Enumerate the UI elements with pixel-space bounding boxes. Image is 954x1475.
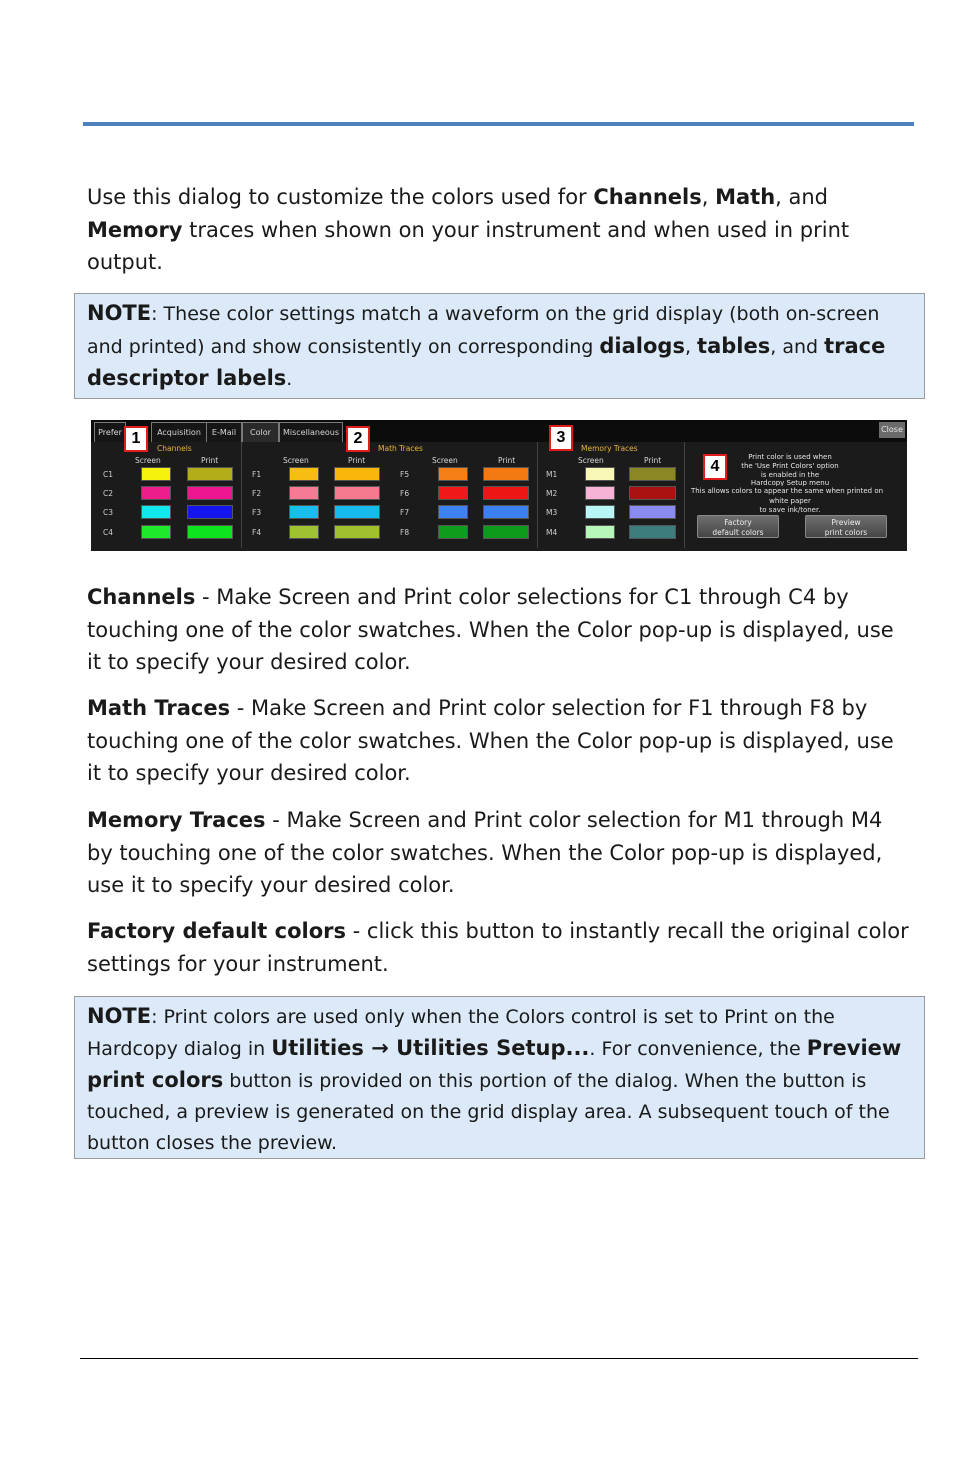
row-label-f5: F5: [400, 470, 410, 479]
callout-badge-1: 1: [124, 426, 148, 452]
f6-screen-swatch[interactable]: [438, 486, 468, 500]
row-label-c3: C3: [103, 508, 114, 517]
c2-print-swatch[interactable]: [187, 486, 233, 500]
row-label-m3: M3: [546, 508, 558, 517]
row-label-f2: F2: [252, 489, 262, 498]
header-rule: [83, 122, 914, 126]
c1-print-swatch[interactable]: [187, 467, 233, 481]
tab-preferences[interactable]: Prefer: [94, 422, 126, 442]
m2-screen-swatch[interactable]: [585, 486, 615, 500]
m3-screen-swatch[interactable]: [585, 505, 615, 519]
f5-screen-swatch[interactable]: [438, 467, 468, 481]
math-traces-title: Math Traces: [378, 444, 423, 453]
memory-print-header: Print: [644, 456, 662, 465]
factory-default-description: Factory default colors - click this button to instantly recall the original color settings for your instrument.: [87, 919, 909, 976]
color-dialog-screenshot: [91, 420, 907, 551]
m1-print-swatch[interactable]: [629, 467, 676, 481]
callout-badge-3: 3: [549, 425, 573, 451]
memory-traces-panel: [538, 442, 685, 548]
f7-screen-swatch[interactable]: [438, 505, 468, 519]
tab-color[interactable]: Color: [242, 422, 279, 442]
c3-screen-swatch[interactable]: [141, 505, 171, 519]
info-line-5: This allows colors to appear the same when printed on: [690, 487, 884, 495]
memory-traces-description: Memory Traces - Make Screen and Print color selection for M1 through M4 by touching one of the color swatches. When the Color pop-up is displayed, use it to specify your desired color.: [87, 808, 883, 897]
c2-screen-swatch[interactable]: [141, 486, 171, 500]
row-label-f8: F8: [400, 528, 410, 537]
channels-screen-header: Screen: [135, 456, 161, 465]
info-line-1: Print color is used when: [748, 453, 832, 461]
f7-print-swatch[interactable]: [483, 505, 529, 519]
preview-button-line-2: print colors: [824, 527, 868, 537]
preview-button-line-1: Preview: [831, 518, 861, 527]
row-label-f1: F1: [252, 470, 262, 479]
c4-screen-swatch[interactable]: [141, 525, 171, 539]
factory-button-line-1: Factory: [724, 518, 752, 527]
f8-screen-swatch[interactable]: [438, 525, 468, 539]
f2-screen-swatch[interactable]: [289, 486, 319, 500]
row-label-m4: M4: [546, 528, 558, 537]
tab-acquisition[interactable]: Acquisition: [151, 422, 207, 442]
row-label-f7: F7: [400, 508, 410, 517]
c3-print-swatch[interactable]: [187, 505, 233, 519]
row-label-f6: F6: [400, 489, 410, 498]
f3-print-swatch[interactable]: [334, 505, 380, 519]
info-line-7: to save ink/toner.: [759, 506, 821, 514]
math-print-header-2: Print: [498, 456, 516, 465]
memory-screen-header: Screen: [578, 456, 604, 465]
info-line-2: the 'Use Print Colors' option: [741, 462, 839, 470]
m2-print-swatch[interactable]: [629, 486, 676, 500]
info-line-3: is enabled in the: [760, 471, 820, 479]
memory-traces-title: Memory Traces: [581, 444, 638, 453]
tab-email[interactable]: E-Mail: [206, 422, 242, 442]
row-label-c1: C1: [103, 470, 114, 479]
info-line-4: Hardcopy Setup menu: [750, 479, 830, 486]
f6-print-swatch[interactable]: [483, 486, 529, 500]
note-box-print-colors: NOTE: Print colors are used only when the Colors control is set to Print on the Hardcopy dialog in Utilities → Utilities Setup.... For convenience, the Preview print colors button is provided on this portion of the dialog. When the button is touched, a preview is generated on the grid display area. A subsequent touch of the button closes the preview.: [74, 996, 925, 1159]
preview-print-colors-button[interactable]: [805, 515, 887, 538]
row-label-f4: F4: [252, 528, 262, 537]
row-label-m1: M1: [546, 470, 558, 479]
m4-print-swatch[interactable]: [629, 525, 676, 539]
tab-bar: [91, 420, 907, 442]
m3-print-swatch[interactable]: [629, 505, 676, 519]
channels-description: Channels - Make Screen and Print color selections for C1 through C4 by touching one of the color swatches. When the Color pop-up is displayed, use it to specify your desired color.: [87, 585, 894, 674]
f1-print-swatch[interactable]: [334, 467, 380, 481]
row-label-m2: M2: [546, 489, 558, 498]
m4-screen-swatch[interactable]: [585, 525, 615, 539]
channels-panel: [91, 442, 242, 548]
f5-print-swatch[interactable]: [483, 467, 529, 481]
c4-print-swatch[interactable]: [187, 525, 233, 539]
tab-miscellaneous[interactable]: Miscellaneous: [279, 422, 343, 442]
row-label-c4: C4: [103, 528, 114, 537]
f3-screen-swatch[interactable]: [289, 505, 319, 519]
channels-print-header: Print: [201, 456, 219, 465]
info-line-6: white paper: [769, 497, 811, 505]
footer-rule: [80, 1358, 918, 1359]
math-screen-header-1: Screen: [283, 456, 309, 465]
f1-screen-swatch[interactable]: [289, 467, 319, 481]
callout-badge-4: 4: [703, 454, 727, 480]
callout-badge-2: 2: [346, 426, 370, 452]
f4-screen-swatch[interactable]: [289, 525, 319, 539]
math-screen-header-2: Screen: [432, 456, 458, 465]
math-traces-panel: [242, 442, 538, 548]
c1-screen-swatch[interactable]: [141, 467, 171, 481]
f4-print-swatch[interactable]: [334, 525, 380, 539]
math-traces-description: Math Traces - Make Screen and Print color selection for F1 through F8 by touching one of the color swatches. When the Color pop-up is displayed, use it to specify your desired color.: [87, 696, 894, 785]
math-print-header-1: Print: [348, 456, 366, 465]
note-box-color-settings: NOTE: These color settings match a waveform on the grid display (both on-screen and printed) and show consistently on corresponding dialogs, tables, and trace descriptor labels.: [74, 293, 925, 399]
f8-print-swatch[interactable]: [483, 525, 529, 539]
intro-paragraph: Use this dialog to customize the colors used for Channels, Math, and Memory traces when shown on your instrument and when used in print output.: [87, 185, 850, 274]
close-button[interactable]: Close: [879, 422, 905, 438]
factory-default-colors-button[interactable]: [697, 515, 779, 538]
factory-button-line-2: default colors: [712, 527, 764, 537]
row-label-c2: C2: [103, 489, 114, 498]
channels-title: Channels: [157, 444, 192, 453]
m1-screen-swatch[interactable]: [585, 467, 615, 481]
row-label-f3: F3: [252, 508, 262, 517]
f2-print-swatch[interactable]: [334, 486, 380, 500]
